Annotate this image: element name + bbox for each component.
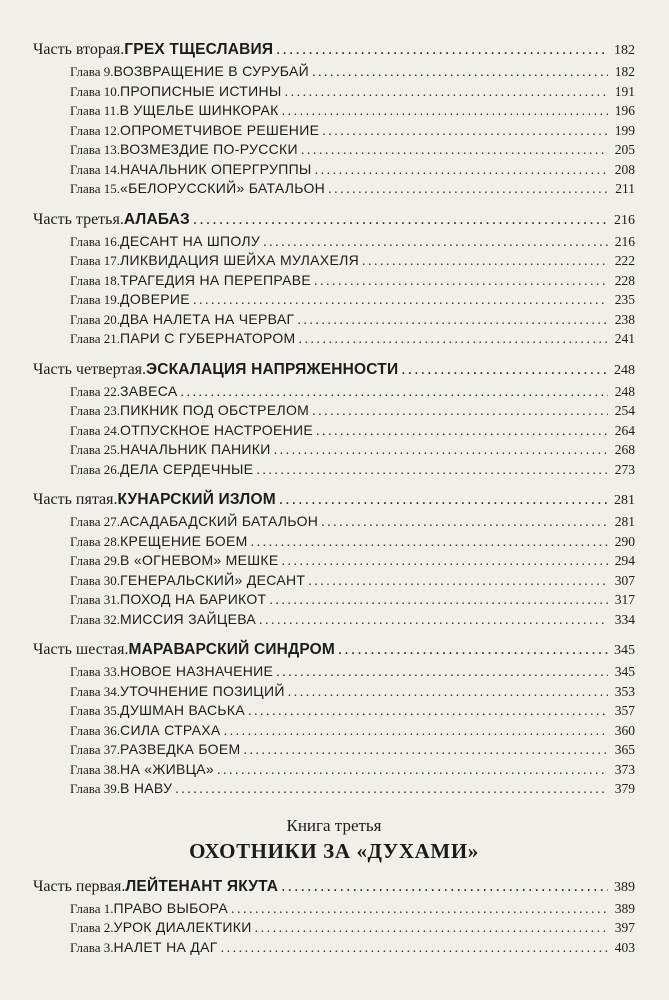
- chapter-prefix: Глава 23.: [70, 403, 121, 418]
- chapter-page-number: 281: [614, 514, 635, 529]
- dot-leader: [316, 422, 608, 442]
- dot-leader: [193, 291, 608, 311]
- chapter-page-number: 222: [614, 253, 635, 268]
- dot-leader: [221, 939, 608, 959]
- chapter-row: [33, 512, 635, 532]
- chapter-page-number: 345: [614, 664, 635, 679]
- part-block: [33, 638, 635, 799]
- dot-leader: [263, 233, 608, 253]
- dot-leader: [312, 63, 608, 83]
- chapter-row: [33, 82, 635, 102]
- chapter-page-number: 307: [614, 572, 635, 588]
- chapter-prefix: Глава 15.: [70, 181, 121, 196]
- dot-leader: [224, 722, 608, 742]
- dot-leader: [288, 683, 608, 703]
- chapter-title: АСАДАБАДСКИЙ БАТАЛЬОН: [120, 513, 319, 529]
- chapter-title: НАЧАЛЬНИК ПАНИКИ: [120, 441, 271, 457]
- chapter-row: [33, 121, 635, 141]
- chapter-prefix: Глава 20.: [70, 311, 121, 327]
- chapter-prefix: Глава 33.: [70, 664, 121, 679]
- chapter-page-number: 389: [614, 900, 635, 916]
- part-block: [33, 208, 635, 349]
- chapter-prefix: Глава 21.: [70, 331, 121, 346]
- chapter-title: В УЩЕЛЬЕ ШИНКОРАК: [119, 102, 279, 118]
- chapter-page-number: 294: [614, 553, 635, 568]
- chapter-page-number: 228: [614, 272, 635, 288]
- chapter-page-number: 317: [614, 592, 635, 607]
- chapter-prefix: Глава 24.: [70, 422, 121, 438]
- chapter-title: В НАВУ: [120, 780, 173, 796]
- chapter-title: ГЕНЕРАЛЬСКИЙ» ДЕСАНТ: [120, 571, 306, 588]
- chapter-row: [33, 140, 635, 160]
- chapter-title: ОТПУСКНОЕ НАСТРОЕНИЕ: [120, 421, 314, 438]
- chapter-prefix: Глава 35.: [70, 703, 121, 718]
- chapter-row: [33, 662, 635, 682]
- chapter-page-number: 254: [614, 403, 635, 418]
- chapter-row: [33, 421, 635, 441]
- chapter-page-number: 353: [614, 683, 635, 699]
- chapter-title: РАЗВЕДКА БОЕМ: [120, 741, 241, 757]
- chapter-prefix: Глава 26.: [70, 461, 121, 477]
- chapter-row: [33, 382, 635, 402]
- chapter-row: [33, 160, 635, 180]
- dot-leader: [276, 38, 608, 62]
- part-page-number: 389: [614, 879, 635, 895]
- chapter-row: [33, 740, 635, 760]
- chapter-prefix: Глава 12.: [70, 122, 121, 138]
- chapter-prefix: Глава 22.: [70, 383, 121, 399]
- part-label: Часть третья.: [33, 210, 124, 228]
- dot-leader: [256, 461, 608, 481]
- chapter-row: [33, 329, 635, 349]
- chapter-prefix: Глава 38.: [70, 761, 121, 777]
- chapter-title: ВОЗВРАЩЕНИЕ В СУРУБАЙ: [113, 63, 309, 79]
- chapter-title: ПАРИ С ГУБЕРНАТОРОМ: [120, 330, 296, 346]
- chapter-prefix: Глава 18.: [70, 272, 121, 288]
- chapter-page-number: 268: [614, 442, 635, 457]
- dot-leader: [248, 702, 608, 722]
- chapter-title: В «ОГНЕВОМ» МЕШКЕ: [120, 552, 279, 568]
- chapter-row: [33, 938, 635, 958]
- part-title: ГРЕХ ТЩЕСЛАВИЯ: [124, 41, 274, 58]
- dot-leader: [315, 161, 608, 181]
- chapter-page-number: 365: [614, 742, 635, 757]
- chapter-row: [33, 779, 635, 799]
- book-title: ОХОТНИКИ ЗА «ДУХАМИ»: [189, 838, 479, 863]
- dot-leader: [251, 533, 608, 553]
- chapter-prefix: Глава 2.: [70, 920, 114, 935]
- chapter-row: [33, 590, 635, 610]
- chapter-page-number: 357: [614, 703, 635, 718]
- dot-leader: [282, 552, 608, 572]
- chapter-row: [33, 62, 635, 82]
- chapter-row: [33, 290, 635, 310]
- chapter-title: КРЕЩЕНИЕ БОЕМ: [120, 532, 248, 549]
- chapter-prefix: Глава 16.: [70, 233, 121, 249]
- chapter-prefix: Глава 13.: [70, 142, 121, 157]
- chapter-row: [33, 899, 635, 919]
- chapter-page-number: 403: [614, 939, 635, 955]
- chapter-row: [33, 460, 635, 480]
- chapter-title: УТОЧНЕНИЕ ПОЗИЦИЙ: [120, 682, 285, 699]
- dot-leader: [314, 272, 608, 292]
- book-label: Книга третья: [286, 815, 382, 835]
- chapter-row: [33, 610, 635, 630]
- chapter-title: ПИКНИК ПОД ОБСТРЕЛОМ: [120, 402, 310, 418]
- chapter-page-number: 216: [614, 233, 635, 249]
- chapter-row: [33, 232, 635, 252]
- chapter-page-number: 241: [614, 331, 635, 346]
- chapter-title: ДОВЕРИЕ: [120, 291, 190, 307]
- chapter-row: [33, 179, 635, 199]
- dot-leader: [338, 638, 608, 662]
- chapter-page-number: 397: [614, 920, 635, 935]
- chapter-title: ЛИКВИДАЦИЯ ШЕЙХА МУЛАХЕЛЯ: [120, 252, 359, 268]
- chapter-title: СИЛА СТРАХА: [120, 721, 221, 738]
- chapter-row: [33, 310, 635, 330]
- part-label: Часть первая.: [33, 877, 126, 895]
- dot-leader: [308, 572, 608, 592]
- dot-leader: [285, 83, 608, 103]
- dot-leader: [276, 663, 608, 683]
- chapter-row: [33, 918, 635, 938]
- chapter-prefix: Глава 36.: [70, 722, 121, 738]
- chapter-row: [33, 101, 635, 121]
- book-heading: [33, 815, 635, 865]
- chapter-prefix: Глава 29.: [70, 553, 121, 568]
- dot-leader: [175, 780, 608, 800]
- chapter-prefix: Глава 28.: [70, 533, 121, 549]
- dot-leader: [312, 402, 608, 422]
- chapter-row: [33, 251, 635, 271]
- chapter-page-number: 196: [614, 103, 635, 118]
- dot-leader: [217, 761, 608, 781]
- chapter-title: МИССИЯ ЗАЙЦЕВА: [120, 610, 257, 627]
- toc-section-book-three: [33, 875, 635, 958]
- chapter-prefix: Глава 11.: [70, 103, 120, 118]
- chapter-prefix: Глава 3.: [70, 939, 114, 955]
- part-heading-row: [33, 638, 635, 662]
- dot-leader: [259, 611, 608, 631]
- part-block: [33, 488, 635, 629]
- dot-leader: [299, 330, 608, 350]
- chapter-title: НА «ЖИВЦА»: [120, 760, 214, 777]
- part-heading-row: [33, 208, 635, 232]
- chapter-row: [33, 721, 635, 741]
- chapter-row: [33, 401, 635, 421]
- chapter-page-number: 360: [614, 722, 635, 738]
- chapter-row: [33, 532, 635, 552]
- part-title: ЛЕЙТЕНАНТ ЯКУТА: [125, 877, 279, 895]
- chapter-row: [33, 682, 635, 702]
- dot-leader: [243, 741, 608, 761]
- part-page-number: 182: [614, 43, 635, 58]
- chapter-page-number: 248: [614, 383, 635, 399]
- part-block: [33, 358, 635, 480]
- chapter-title: «БЕЛОРУССКИЙ» БАТАЛЬОН: [120, 180, 326, 196]
- part-title: КУНАРСКИЙ ИЗЛОМ: [117, 491, 276, 508]
- chapter-prefix: Глава 1.: [70, 900, 114, 916]
- chapter-page-number: 235: [614, 292, 635, 307]
- part-block: [33, 38, 635, 199]
- chapter-row: [33, 551, 635, 571]
- chapter-prefix: Глава 19.: [70, 292, 121, 307]
- chapter-title: ОПРОМЕТЧИВОЕ РЕШЕНИЕ: [120, 121, 320, 138]
- part-title: ЭСКАЛАЦИЯ НАПРЯЖЕННОСТИ: [146, 360, 399, 378]
- toc-section-book-two: [33, 38, 635, 799]
- chapter-page-number: 238: [614, 311, 635, 327]
- chapter-prefix: Глава 32.: [70, 611, 121, 627]
- dot-leader: [328, 180, 608, 200]
- dot-leader: [362, 252, 608, 272]
- chapter-page-number: 199: [614, 122, 635, 138]
- dot-leader: [274, 441, 608, 461]
- chapter-row: [33, 571, 635, 591]
- dot-leader: [322, 122, 608, 142]
- chapter-title: ЗАВЕСА: [120, 382, 178, 399]
- chapter-title: УРОК ДИАЛЕКТИКИ: [113, 919, 252, 935]
- chapter-title: ДЕСАНТ НА ШПОЛУ: [120, 232, 261, 249]
- dot-leader: [297, 311, 608, 331]
- chapter-row: [33, 701, 635, 721]
- dot-leader: [282, 102, 608, 122]
- chapter-prefix: Глава 31.: [70, 592, 121, 607]
- chapter-page-number: 208: [614, 161, 635, 177]
- chapter-page-number: 334: [614, 611, 635, 627]
- chapter-prefix: Глава 17.: [70, 253, 121, 268]
- chapter-page-number: 211: [615, 181, 635, 196]
- chapter-prefix: Глава 14.: [70, 161, 121, 177]
- dot-leader: [401, 358, 608, 382]
- chapter-prefix: Глава 37.: [70, 742, 121, 757]
- chapter-prefix: Глава 27.: [70, 514, 121, 529]
- dot-leader: [301, 141, 608, 161]
- part-heading-row: [33, 358, 635, 382]
- chapter-page-number: 373: [614, 761, 635, 777]
- part-label: Часть четвертая.: [33, 360, 147, 378]
- dot-leader: [231, 900, 608, 920]
- part-heading-row: [33, 875, 635, 899]
- chapter-prefix: Глава 9.: [70, 64, 114, 79]
- chapter-row: [33, 271, 635, 291]
- chapter-title: ПОХОД НА БАРИКОТ: [120, 591, 267, 607]
- chapter-title: ПРАВО ВЫБОРА: [113, 899, 228, 916]
- part-page-number: 281: [614, 493, 635, 508]
- chapter-page-number: 191: [614, 83, 635, 99]
- dot-leader: [255, 919, 608, 939]
- dot-leader: [180, 383, 608, 403]
- chapter-page-number: 264: [614, 422, 635, 438]
- part-label: Часть вторая.: [33, 41, 125, 58]
- chapter-title: НАЧАЛЬНИК ОПЕРГРУППЫ: [120, 160, 312, 177]
- part-title: АЛАБАЗ: [123, 210, 190, 228]
- part-page-number: 345: [614, 643, 635, 658]
- part-page-number: 248: [614, 362, 635, 378]
- chapter-title: ПРОПИСНЫЕ ИСТИНЫ: [120, 82, 282, 99]
- chapter-prefix: Глава 34.: [70, 683, 121, 699]
- chapter-prefix: Глава 39.: [70, 781, 121, 796]
- dot-leader: [269, 591, 608, 611]
- chapter-page-number: 273: [614, 461, 635, 477]
- chapter-title: ТРАГЕДИЯ НА ПЕРЕПРАВЕ: [120, 271, 311, 288]
- part-page-number: 216: [614, 212, 635, 228]
- part-block: [33, 875, 635, 958]
- dot-leader: [279, 488, 608, 512]
- chapter-title: НАЛЕТ НА ДАГ: [113, 938, 218, 955]
- part-title: МАРАВАРСКИЙ СИНДРОМ: [128, 641, 336, 658]
- dot-leader: [321, 513, 608, 533]
- chapter-title: ДУШМАН ВАСЬКА: [120, 702, 246, 718]
- chapter-page-number: 182: [614, 64, 635, 79]
- part-label: Часть шестая.: [33, 641, 129, 658]
- dot-leader: [281, 875, 608, 899]
- chapter-row: [33, 760, 635, 780]
- dot-leader: [193, 208, 608, 232]
- chapter-prefix: Глава 25.: [70, 442, 121, 457]
- chapter-prefix: Глава 10.: [70, 83, 121, 99]
- chapter-title: НОВОЕ НАЗНАЧЕНИЕ: [120, 663, 274, 679]
- part-heading-row: [33, 488, 635, 512]
- chapter-page-number: 290: [614, 533, 635, 549]
- part-heading-row: [33, 38, 635, 62]
- chapter-title: ДВА НАЛЕТА НА ЧЕРВАГ: [120, 310, 295, 327]
- chapter-title: ВОЗМЕЗДИЕ ПО-РУССКИ: [120, 141, 298, 157]
- chapter-page-number: 379: [614, 781, 635, 796]
- chapter-row: [33, 440, 635, 460]
- part-label: Часть пятая.: [33, 491, 118, 508]
- chapter-title: ДЕЛА СЕРДЕЧНЫЕ: [120, 460, 254, 477]
- chapter-prefix: Глава 30.: [70, 572, 121, 588]
- chapter-page-number: 205: [614, 142, 635, 157]
